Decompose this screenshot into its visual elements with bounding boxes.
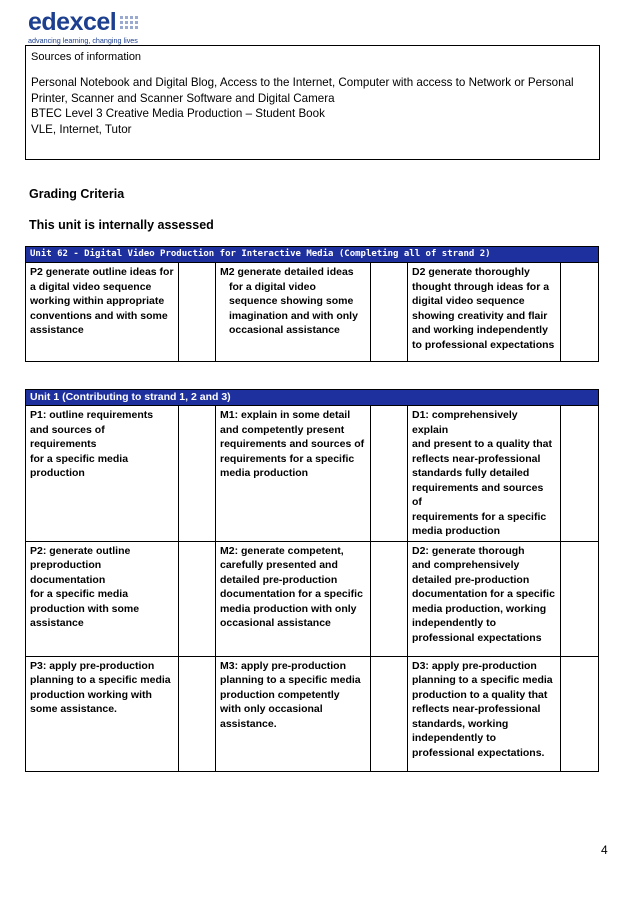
criterion-line: documentation for a specific xyxy=(220,588,363,600)
unit1-p3-cell xyxy=(26,656,179,771)
criterion-line: thought through ideas for a xyxy=(412,280,550,293)
criterion-line: production xyxy=(30,467,85,479)
criterion-line: to professional expectations xyxy=(412,338,555,351)
criterion-line: and competently present xyxy=(220,423,345,436)
unit1-d3-check-cell xyxy=(561,656,599,771)
criterion-line: professional expectations xyxy=(412,631,542,644)
unit62-pass-cell xyxy=(26,263,179,362)
criterion-line: requirements and sources of xyxy=(220,438,365,450)
criterion-line: production competently xyxy=(220,688,340,701)
unit62-merit-cell xyxy=(216,263,371,362)
criterion-line: P2: generate outline xyxy=(30,544,131,557)
criterion-line: requirements and sources of xyxy=(412,481,544,508)
criterion-line: M2: generate competent, xyxy=(220,544,344,557)
unit1-d1-check-cell xyxy=(561,406,599,542)
page-number: 4 xyxy=(601,843,608,857)
criterion-line: P3: apply pre-production xyxy=(30,659,155,672)
criterion-line: independently to xyxy=(412,617,496,629)
unit1-criteria-table xyxy=(25,389,599,772)
criterion-line: a digital video sequence xyxy=(30,280,152,293)
unit62-distinction-cell xyxy=(408,263,561,362)
criterion-line: P2 generate outline ideas for xyxy=(30,266,174,278)
criterion-line: assistance xyxy=(30,324,84,336)
sources-line: Personal Notebook and Digital Blog, Access to the Internet, Computer with access to Network or Personal xyxy=(31,76,574,89)
criterion-line: media production xyxy=(220,467,309,479)
unit1-p2-check-cell xyxy=(179,541,216,656)
unit1-p1-check-cell xyxy=(179,406,216,542)
unit1-d1-cell xyxy=(408,406,561,542)
logo-tagline: advancing learning, changing lives xyxy=(28,36,138,45)
criterion-line: reflects near-professional xyxy=(412,703,541,715)
criterion-line: D1: comprehensively explain xyxy=(412,409,518,436)
unit1-band: Unit 1 (Contributing to strand 1, 2 and 3) xyxy=(26,390,599,406)
criterion-line: for a specific media xyxy=(30,588,129,600)
unit1-m2-check-cell xyxy=(371,541,408,656)
criterion-line: M2 generate detailed ideas xyxy=(220,266,354,278)
unit1-d2-check-cell xyxy=(561,541,599,656)
criterion-line: standards, working xyxy=(412,717,509,730)
unit1-m2-cell xyxy=(216,541,371,656)
criterion-line: documentation for a specific xyxy=(412,588,555,600)
criterion-line: some assistance. xyxy=(30,703,117,715)
unit62-band: Unit 62 - Digital Video Production for Interactive Media (Completing all of strand 2) xyxy=(26,247,599,263)
criterion-line: D2: generate thorough xyxy=(412,544,525,557)
unit1-m3-cell xyxy=(216,656,371,771)
sources-line: VLE, Internet, Tutor xyxy=(31,122,132,136)
criterion-line: standards fully detailed xyxy=(412,467,530,479)
unit62-pass-check-cell xyxy=(179,263,216,362)
unit62-merit-check-cell xyxy=(371,263,408,362)
criterion-line: D2 generate thoroughly xyxy=(412,266,530,278)
criterion-line: occasional assistance xyxy=(220,617,331,629)
criterion-line: assistance xyxy=(30,617,84,629)
criterion-line: detailed pre-production xyxy=(220,573,338,586)
criterion-line: planning to a specific media xyxy=(412,674,553,686)
criterion-line: detailed pre-production xyxy=(412,573,530,586)
unit62-criteria-table xyxy=(25,246,599,362)
criterion-line: planning to a specific media xyxy=(220,674,361,686)
criterion-line: occasional assistance xyxy=(229,324,340,336)
criterion-line: and sources of requirements xyxy=(30,423,105,450)
criterion-line: requirements for a specific xyxy=(220,452,355,465)
criterion-line: and working independently xyxy=(412,324,548,336)
criterion-line: preproduction xyxy=(30,559,102,571)
unit1-p1-cell xyxy=(26,406,179,542)
sources-of-information-box xyxy=(25,45,600,160)
unit62-distinction-check-cell xyxy=(561,263,599,362)
criterion-line: with only occasional xyxy=(220,703,323,715)
criterion-line: and comprehensively xyxy=(412,559,520,571)
unit1-p3-check-cell xyxy=(179,656,216,771)
criterion-line: for a specific media xyxy=(30,452,129,465)
sources-heading: Sources of information xyxy=(31,51,142,63)
criterion-line: M1: explain in some detail xyxy=(220,409,351,421)
criterion-line: imagination and with only xyxy=(229,309,358,322)
assessment-note: This unit is internally assessed xyxy=(29,218,214,232)
edexcel-logo xyxy=(28,8,148,46)
criterion-line: P1: outline requirements xyxy=(30,409,154,421)
criterion-line: planning to a specific media xyxy=(30,674,171,686)
unit1-d2-cell xyxy=(408,541,561,656)
criterion-line: showing creativity and flair xyxy=(412,309,548,322)
criterion-line: media production, working xyxy=(412,602,547,615)
unit1-m1-check-cell xyxy=(371,406,408,542)
criterion-line: working within appropriate xyxy=(30,295,165,307)
unit1-m3-check-cell xyxy=(371,656,408,771)
criterion-line: reflects near-professional xyxy=(412,452,541,465)
criterion-line: requirements for a specific xyxy=(412,510,547,523)
sources-line: BTEC Level 3 Creative Media Production – Student Book xyxy=(31,107,325,120)
sources-line: Printer, Scanner and Scanner Software and Digital Camera xyxy=(31,91,335,105)
criterion-line: production working with xyxy=(30,688,152,701)
criterion-line: sequence showing some xyxy=(229,295,354,307)
criterion-line: digital video sequence xyxy=(412,295,525,307)
criterion-line: professional expectations. xyxy=(412,746,545,759)
unit1-d3-cell xyxy=(408,656,561,771)
unit1-p2-cell xyxy=(26,541,179,656)
criterion-line: media production with only xyxy=(220,602,357,615)
criterion-line: independently to xyxy=(412,732,496,744)
criterion-line: production to a quality that xyxy=(412,688,548,701)
criterion-line: conventions and with some xyxy=(30,309,168,322)
logo-dot-grid-icon xyxy=(120,16,140,30)
unit1-m1-cell xyxy=(216,406,371,542)
criterion-line: M3: apply pre-production xyxy=(220,659,346,672)
criterion-line: and present to a quality that xyxy=(412,438,553,450)
grading-criteria-heading: Grading Criteria xyxy=(29,187,125,201)
criterion-line: production with some xyxy=(30,602,140,615)
criterion-line: documentation xyxy=(30,573,106,586)
criterion-line: D3: apply pre-production xyxy=(412,659,537,672)
criterion-line: assistance. xyxy=(220,717,277,730)
criterion-line: for a digital video xyxy=(229,280,316,293)
logo-wordmark: edexcel xyxy=(28,8,117,36)
criterion-line: media production xyxy=(412,525,501,537)
criterion-line: carefully presented and xyxy=(220,559,338,571)
